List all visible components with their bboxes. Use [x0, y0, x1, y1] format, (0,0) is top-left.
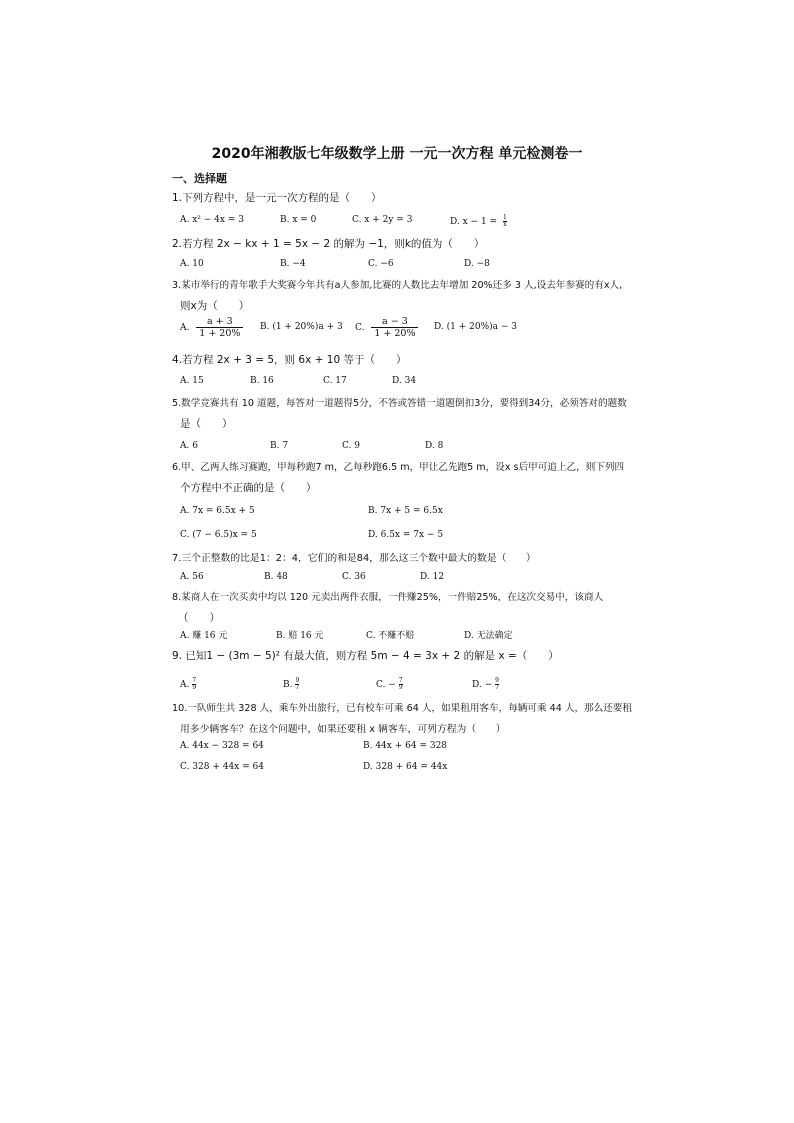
- question-7-options: [180, 572, 640, 588]
- option-a-fraction: [192, 678, 196, 691]
- fraction-denominator: 1 + 20%: [374, 328, 416, 339]
- question-8-line-1: 8.某商人在一次买卖中均以 120 元卖出两件衣服，一件赚25%，一件赔25%，在这次交易中，该商人: [172, 592, 604, 603]
- question-9-stem: 9. 已知1 − (3m − 5)² 有最大值，则方程 5m − 4 = 3x + 2 的解是 x =（ ）: [172, 650, 559, 662]
- option-c: C. 328 + 44x = 64: [180, 762, 264, 772]
- fraction-denominator: 9: [192, 684, 197, 691]
- option-b: [283, 678, 299, 691]
- option-d: D. (1 + 20%)a − 3: [434, 322, 517, 332]
- fraction-denominator: 1 + 20%: [199, 328, 241, 339]
- option-b: B. −4: [280, 259, 306, 269]
- question-10-options-row-2: [180, 762, 640, 778]
- fraction-numerator: 7: [398, 677, 403, 684]
- question-4-options: [180, 376, 640, 392]
- question-7-stem: 7.三个正整数的比是1：2：4，它们的和是84，那么这三个数中最大的数是（ ）: [172, 553, 536, 564]
- option-d-fraction: [495, 678, 499, 691]
- option-d: D. 328 + 64 = 44x: [363, 762, 448, 772]
- option-d-text: D. x − 1 =: [450, 217, 498, 227]
- option-b-label: B.: [283, 680, 293, 690]
- option-c: C. 36: [342, 572, 366, 582]
- section-heading: 一、选择题: [172, 172, 227, 185]
- fraction-denominator: x: [503, 221, 507, 228]
- fraction-numerator: a + 3: [196, 316, 243, 328]
- question-6-line-1: 6.甲、乙两人练习赛跑，甲每秒跑7 m，乙每秒跑6.5 m，甲让乙先跑5 m，设x s后甲可追上乙，则下列四: [172, 462, 625, 473]
- option-b: B. 7x + 5 = 6.5x: [368, 506, 443, 516]
- option-c: [355, 316, 418, 339]
- question-8-line-2: （ ）: [178, 612, 220, 624]
- option-d-fraction: [503, 215, 507, 228]
- option-c: C. (7 − 6.5)x = 5: [180, 530, 257, 540]
- option-d: D. 34: [392, 376, 417, 386]
- option-b: B. 48: [264, 572, 288, 582]
- option-d: D. 12: [420, 572, 445, 582]
- option-a: A. 6: [180, 441, 198, 451]
- fraction-denominator: 7: [295, 684, 300, 691]
- option-c: C. −6: [368, 259, 394, 269]
- option-c: C. 9: [342, 441, 361, 451]
- option-d: D. 8: [425, 441, 444, 451]
- question-1-stem: 1.下列方程中，是一元一次方程的是（ ）: [172, 192, 382, 204]
- question-1-options: [180, 215, 640, 231]
- option-d-label: D. −: [472, 680, 493, 690]
- option-c: C. 不赚不赔: [366, 631, 415, 641]
- option-d: D. 无法确定: [464, 631, 513, 641]
- fraction-numerator: 9: [495, 677, 499, 684]
- option-a: A. 44x − 328 = 64: [180, 741, 264, 751]
- option-a: A. x² − 4x = 3: [180, 215, 244, 225]
- question-4-stem: 4.若方程 2x + 3 = 5，则 6x + 10 等于（ ）: [172, 354, 407, 366]
- fraction-denominator: 9: [398, 684, 403, 691]
- option-b: B. 赔 16 元: [276, 631, 324, 641]
- question-8-stem: [172, 587, 642, 629]
- fraction-numerator: a − 3: [371, 316, 418, 328]
- option-c-label: C. −: [376, 680, 396, 690]
- question-2-stem: 2.若方程 2x − kx + 1 = 5x − 2 的解为 −1，则k的值为（ ）: [172, 238, 485, 250]
- option-c-fraction: [399, 678, 403, 691]
- question-6-options-row-1: [180, 506, 640, 522]
- page-title: 2020年湘教版七年级数学上册 一元一次方程 单元检测卷一: [211, 146, 583, 162]
- option-c-fraction: [371, 316, 418, 339]
- option-b: B. 7: [270, 441, 289, 451]
- fraction-denominator: 7: [495, 684, 499, 691]
- option-a: [180, 316, 243, 339]
- option-a-label: A.: [180, 323, 190, 333]
- option-c: C. 17: [323, 376, 347, 386]
- question-3-options: [180, 316, 640, 344]
- question-10-stem: [172, 698, 642, 740]
- option-b: B. 16: [250, 376, 274, 386]
- option-c-label: C.: [355, 323, 365, 333]
- option-b: B. 44x + 64 = 328: [363, 741, 448, 751]
- question-10-line-1: 10.一队师生共 328 人，乘车外出旅行，已有校车可乘 64 人，如果租用客车，每辆可乘 44 人，那么还要租: [172, 703, 633, 714]
- option-d: [450, 215, 507, 228]
- question-10-options-row-1: [180, 741, 640, 757]
- fraction-numerator: 1: [502, 214, 507, 221]
- option-b: B. (1 + 20%)a + 3: [260, 322, 343, 332]
- fraction-numerator: 9: [295, 677, 300, 684]
- question-2-options: [180, 259, 640, 275]
- question-5-stem: [172, 393, 642, 435]
- option-a: A. 56: [180, 572, 204, 582]
- option-b: B. x = 0: [280, 215, 317, 225]
- question-3-stem: [172, 275, 642, 317]
- question-8-options: [180, 628, 640, 644]
- option-d: D. −8: [464, 259, 490, 269]
- question-9-options: [180, 678, 640, 700]
- question-6-line-2: 个方程中不正确的是（ ）: [180, 482, 317, 494]
- option-a: A. 赚 16 元: [180, 631, 228, 641]
- question-3-line-2: 则x为（ ）: [180, 300, 250, 312]
- question-5-options: [180, 441, 640, 457]
- question-6-options-row-2: [180, 530, 640, 546]
- question-5-line-1: 5.数学竞赛共有 10 道题，每答对一道题得5分，不答或答错一道题倒扣3分，要得到34分，必须答对的题数: [172, 398, 627, 409]
- fraction-numerator: 7: [192, 677, 197, 684]
- option-b-fraction: [295, 678, 299, 691]
- option-a-label: A.: [180, 680, 190, 690]
- option-a: A. 10: [180, 259, 204, 269]
- option-a: [180, 678, 196, 691]
- option-a: A. 15: [180, 376, 204, 386]
- option-a: A. 7x = 6.5x + 5: [180, 506, 255, 516]
- option-a-fraction: [196, 316, 243, 339]
- question-6-stem: [172, 457, 642, 499]
- question-10-line-2: 用多少辆客车？在这个问题中，如果还要租 x 辆客车，可列方程为（ ）: [180, 724, 506, 735]
- option-d: D. 6.5x = 7x − 5: [368, 530, 444, 540]
- question-3-line-1: 3.某市举行的青年歌手大奖赛今年共有a人参加,比赛的人数比去年增加 20%还多 3 人,设去年参赛的有x人,: [172, 280, 623, 291]
- option-d: [472, 678, 499, 691]
- option-c: [376, 678, 403, 691]
- question-5-line-2: 是（ ）: [180, 418, 233, 430]
- option-c: C. x + 2y = 3: [352, 215, 413, 225]
